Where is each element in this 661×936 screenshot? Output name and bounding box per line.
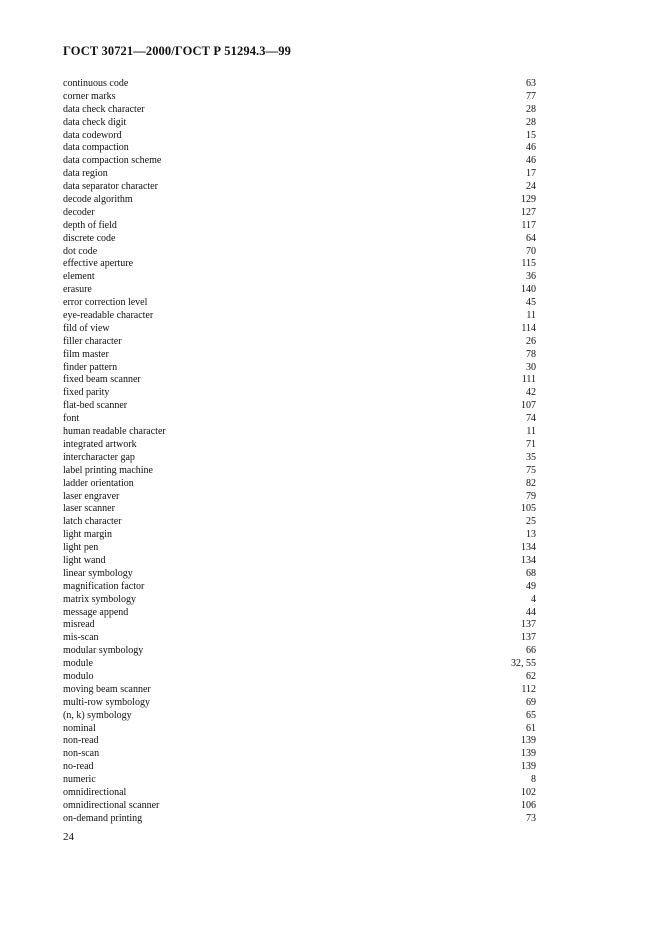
index-term: misread xyxy=(63,619,95,631)
index-term: data check character xyxy=(63,103,145,115)
index-entry xyxy=(63,258,536,271)
index-page-reference: 106 xyxy=(521,799,536,811)
index-term: data separator character xyxy=(63,181,158,193)
index-page-reference: 139 xyxy=(521,735,536,747)
index-term: non-scan xyxy=(63,748,100,760)
index-entry xyxy=(63,594,536,607)
index-entry xyxy=(63,478,536,491)
index-term: human readable character xyxy=(63,426,166,438)
index-term: fixed beam scanner xyxy=(63,374,141,386)
index-term: decoder xyxy=(63,206,95,218)
index-page-reference: 74 xyxy=(526,413,536,425)
index-entry xyxy=(63,568,536,581)
index-term: laser scanner xyxy=(63,503,115,515)
index-page-reference: 11 xyxy=(526,426,536,438)
index-entry xyxy=(63,78,536,91)
index-page-reference: 24 xyxy=(526,181,536,193)
index-page-reference: 112 xyxy=(521,683,536,695)
index-page-reference: 75 xyxy=(526,464,536,476)
index-term: data region xyxy=(63,168,108,180)
index-entry xyxy=(63,220,536,233)
index-term: label printing machine xyxy=(63,464,153,476)
index-entry xyxy=(63,310,536,323)
index-page-reference: 77 xyxy=(526,90,536,102)
index-page-reference: 44 xyxy=(526,606,536,618)
index-term: dot code xyxy=(63,245,98,257)
index-term: numeric xyxy=(63,774,96,786)
index-term: linear symbology xyxy=(63,567,133,579)
index-entry xyxy=(63,748,536,761)
index-term: no-read xyxy=(63,761,94,773)
index-term: non-read xyxy=(63,735,99,747)
index-term: discrete code xyxy=(63,232,116,244)
index-entry xyxy=(63,400,536,413)
index-term: error correction level xyxy=(63,297,148,309)
index-page-reference: 105 xyxy=(521,503,536,515)
index-entry xyxy=(63,684,536,697)
index-term: decode algorithm xyxy=(63,194,133,206)
index-term: on-demand printing xyxy=(63,812,143,824)
index-term: magnification factor xyxy=(63,580,145,592)
index-page-reference: 15 xyxy=(526,129,536,141)
index-entry xyxy=(63,671,536,684)
index-term: data compaction scheme xyxy=(63,155,162,167)
index-page-reference: 25 xyxy=(526,516,536,528)
index-entry xyxy=(63,439,536,452)
index-page-reference: 115 xyxy=(521,258,536,270)
index-page-reference: 107 xyxy=(521,400,536,412)
index-entry xyxy=(63,787,536,800)
index-entry xyxy=(63,632,536,645)
index-entry xyxy=(63,735,536,748)
index-entry xyxy=(63,607,536,620)
index-entry xyxy=(63,426,536,439)
index-entry xyxy=(63,645,536,658)
index-term: omnidirectional scanner xyxy=(63,799,160,811)
index-entry xyxy=(63,336,536,349)
index-term: integrated artwork xyxy=(63,438,137,450)
index-entry xyxy=(63,155,536,168)
index-page-reference: 70 xyxy=(526,245,536,257)
page-number: 24 xyxy=(63,831,74,843)
index-page-reference: 30 xyxy=(526,361,536,373)
index-page-reference: 63 xyxy=(526,78,536,89)
index-term: film master xyxy=(63,348,109,360)
index-page-reference: 42 xyxy=(526,387,536,399)
index-term: intercharacter gap xyxy=(63,451,135,463)
index-page-reference: 13 xyxy=(526,529,536,541)
index-term: multi-row symbology xyxy=(63,696,150,708)
index-entry xyxy=(63,130,536,143)
index-term: (n, k) symbology xyxy=(63,709,132,721)
index-entry xyxy=(63,207,536,220)
index-entry xyxy=(63,529,536,542)
index-page-reference: 36 xyxy=(526,271,536,283)
index-term: font xyxy=(63,413,80,425)
index-entry xyxy=(63,374,536,387)
index-entry xyxy=(63,117,536,130)
index-page-reference: 8 xyxy=(531,774,536,786)
index-page-reference: 35 xyxy=(526,451,536,463)
index-page-reference: 64 xyxy=(526,232,536,244)
index-entry xyxy=(63,104,536,117)
index-page-reference: 28 xyxy=(526,116,536,128)
index-entry xyxy=(63,761,536,774)
index-term: data codeword xyxy=(63,129,122,141)
index-entry xyxy=(63,581,536,594)
index-term: light pen xyxy=(63,542,99,554)
index-entry xyxy=(63,194,536,207)
index-entry xyxy=(63,555,536,568)
index-term: finder pattern xyxy=(63,361,118,373)
index-term: fild of view xyxy=(63,322,110,334)
index-term: latch character xyxy=(63,516,122,528)
index-entry xyxy=(63,246,536,259)
index-entry xyxy=(63,503,536,516)
index-term: modular symbology xyxy=(63,645,144,657)
index-page-reference: 61 xyxy=(526,722,536,734)
index-entry xyxy=(63,323,536,336)
index-term: matrix symbology xyxy=(63,593,137,605)
index-term: fixed parity xyxy=(63,387,110,399)
index-page-reference: 140 xyxy=(521,284,536,296)
index-page-reference: 65 xyxy=(526,709,536,721)
index-term: omnidirectional xyxy=(63,786,127,798)
document-header: ГОСТ 30721—2000/ГОСТ Р 51294.3—99 xyxy=(63,44,291,58)
index-term: flat-bed scanner xyxy=(63,400,128,412)
index-page-reference: 66 xyxy=(526,645,536,657)
index-entry xyxy=(63,142,536,155)
index-term: mis-scan xyxy=(63,632,99,644)
index-term: filler character xyxy=(63,335,122,347)
index-term: effective aperture xyxy=(63,258,134,270)
index-entry xyxy=(63,723,536,736)
index-term: modulo xyxy=(63,670,94,682)
index-page-reference: 45 xyxy=(526,297,536,309)
index-entry xyxy=(63,181,536,194)
index-page-reference: 71 xyxy=(526,438,536,450)
index-page-reference: 137 xyxy=(521,632,536,644)
index-page-reference: 69 xyxy=(526,696,536,708)
index-page-reference: 4 xyxy=(531,593,536,605)
index-page-reference: 134 xyxy=(521,554,536,566)
index-entry xyxy=(63,813,536,826)
index-term: laser engraver xyxy=(63,490,120,502)
index-entry xyxy=(63,413,536,426)
index-entry xyxy=(63,800,536,813)
index-term: corner marks xyxy=(63,90,116,102)
index-entry xyxy=(63,284,536,297)
index-term: data check digit xyxy=(63,116,127,128)
index-term: message append xyxy=(63,606,129,618)
index-term: light margin xyxy=(63,529,112,541)
index-entry xyxy=(63,271,536,284)
index-page-reference: 32, 55 xyxy=(511,658,536,670)
index-page-reference: 49 xyxy=(526,580,536,592)
index-page-reference: 127 xyxy=(521,206,536,218)
index-term: moving beam scanner xyxy=(63,683,151,695)
index-entry xyxy=(63,452,536,465)
index-entry xyxy=(63,774,536,787)
index-page-reference: 129 xyxy=(521,194,536,206)
index-term: continuous code xyxy=(63,78,129,89)
index-entry xyxy=(63,516,536,529)
index-entry xyxy=(63,233,536,246)
index-page-reference: 11 xyxy=(526,310,536,322)
index-term: module xyxy=(63,658,93,670)
index-entry xyxy=(63,619,536,632)
index-page-reference: 26 xyxy=(526,335,536,347)
index-entry xyxy=(63,349,536,362)
index-term: ladder orientation xyxy=(63,477,134,489)
index-page-reference: 117 xyxy=(521,219,536,231)
index-entry xyxy=(63,491,536,504)
index-page-reference: 73 xyxy=(526,812,536,824)
index-page-reference: 82 xyxy=(526,477,536,489)
index-entry xyxy=(63,91,536,104)
index-entry xyxy=(63,658,536,671)
index-page-reference: 137 xyxy=(521,619,536,631)
index-page-reference: 102 xyxy=(521,786,536,798)
index-page-reference: 114 xyxy=(521,322,536,334)
index-entry xyxy=(63,168,536,181)
index-term: depth of field xyxy=(63,219,117,231)
index-page-reference: 28 xyxy=(526,103,536,115)
index-page-reference: 17 xyxy=(526,168,536,180)
index-entry xyxy=(63,362,536,375)
index-page-reference: 139 xyxy=(521,761,536,773)
index-page-reference: 79 xyxy=(526,490,536,502)
index-term: eye-readable character xyxy=(63,310,154,322)
index-term: element xyxy=(63,271,95,283)
index-page-reference: 111 xyxy=(521,374,536,386)
index-entry xyxy=(63,697,536,710)
index-page-reference: 78 xyxy=(526,348,536,360)
index-page-reference: 139 xyxy=(521,748,536,760)
index-page-reference: 134 xyxy=(521,542,536,554)
index-page-reference: 62 xyxy=(526,670,536,682)
alphabetical-index xyxy=(63,78,536,826)
index-term: erasure xyxy=(63,284,92,296)
index-entry xyxy=(63,387,536,400)
index-entry xyxy=(63,297,536,310)
index-page-reference: 68 xyxy=(526,567,536,579)
index-entry xyxy=(63,710,536,723)
index-term: light wand xyxy=(63,554,106,566)
index-page-reference: 46 xyxy=(526,155,536,167)
index-entry xyxy=(63,465,536,478)
index-term: data compaction xyxy=(63,142,129,154)
index-term: nominal xyxy=(63,722,96,734)
index-page-reference: 46 xyxy=(526,142,536,154)
index-entry xyxy=(63,542,536,555)
